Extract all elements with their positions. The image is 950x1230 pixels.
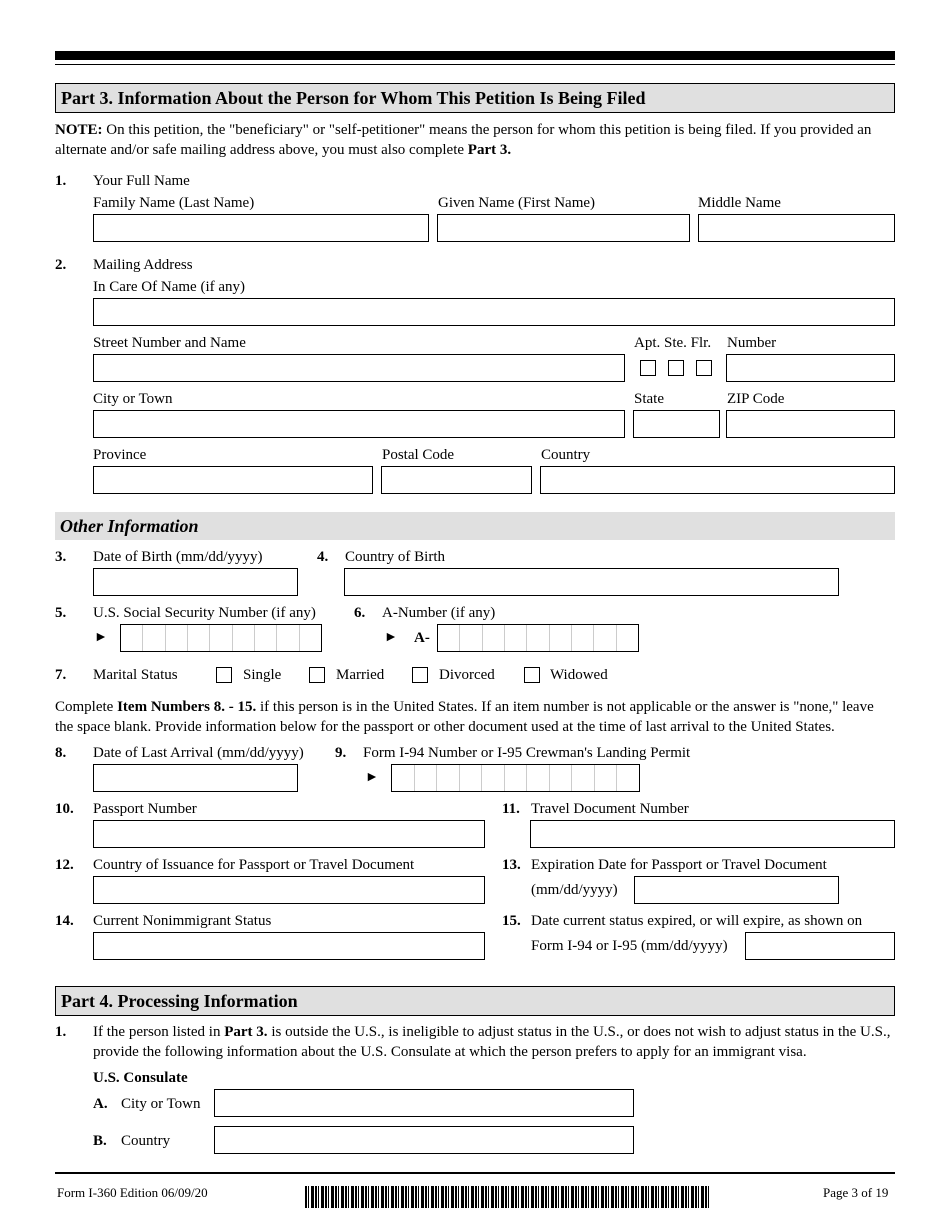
ssn-label: U.S. Social Security Number (if any) <box>93 605 316 621</box>
city-label: City or Town <box>93 391 173 407</box>
postal-code-field[interactable] <box>381 466 532 494</box>
unit-number-label: Number <box>727 335 777 351</box>
marital-divorced-checkbox[interactable] <box>412 667 428 683</box>
country-of-birth-field[interactable] <box>344 568 839 596</box>
item12-number: 12. <box>55 857 74 873</box>
note-text: On this petition, the "beneficiary" or "self-petitioner" means the person for whom this petition is being filed. If you provided an alternate and/or safe mailing address above, you must also complete <box>55 122 872 158</box>
other-information-header: Other Information <box>55 512 895 540</box>
status-expire-field[interactable] <box>745 932 895 960</box>
consulate-a-number: A. <box>93 1096 108 1112</box>
apt-ste-flr-label: Apt. Ste. Flr. <box>634 335 712 351</box>
nonimmigrant-status-field[interactable] <box>93 932 485 960</box>
province-field[interactable] <box>93 466 373 494</box>
country-of-birth-label: Country of Birth <box>345 549 445 565</box>
part4-item1-bold: Part 3. <box>224 1024 268 1040</box>
barcode <box>305 1186 711 1208</box>
item9-number: 9. <box>335 745 347 761</box>
family-name-field[interactable] <box>93 214 429 242</box>
item14-number: 14. <box>55 913 74 929</box>
nonimmigrant-status-label: Current Nonimmigrant Status <box>93 913 272 929</box>
part3-note <box>55 120 895 160</box>
city-field[interactable] <box>93 410 625 438</box>
item2-number: 2. <box>55 257 67 273</box>
note-bold-end: Part 3. <box>467 142 512 158</box>
item6-number: 6. <box>354 605 366 621</box>
i94-label: Form I-94 Number or I-95 Crewman's Landing Permit <box>363 745 691 761</box>
consulate-country-field[interactable] <box>214 1126 634 1154</box>
status-expire-label-2: Form I-94 or I-95 (mm/dd/yyyy) <box>531 938 728 954</box>
item2-label: Mailing Address <box>93 257 193 273</box>
marital-married-checkbox[interactable] <box>309 667 325 683</box>
marital-widowed-checkbox[interactable] <box>524 667 540 683</box>
state-label: State <box>634 391 664 407</box>
footer-page-number: Page 3 of 19 <box>823 1185 889 1200</box>
expiration-date-field[interactable] <box>634 876 839 904</box>
marital-single-label: Single <box>243 667 282 683</box>
a-number-prefix: A- <box>414 630 430 646</box>
item15-number: 15. <box>502 913 521 929</box>
postal-code-label: Postal Code <box>382 447 455 463</box>
flr-checkbox[interactable] <box>696 360 712 376</box>
item1-label: Your Full Name <box>93 173 190 189</box>
country-of-issuance-field[interactable] <box>93 876 485 904</box>
last-arrival-label: Date of Last Arrival (mm/dd/yyyy) <box>93 745 304 761</box>
i94-field[interactable] <box>391 764 640 792</box>
province-label: Province <box>93 447 147 463</box>
item5-number: 5. <box>55 605 67 621</box>
item8-number: 8. <box>55 745 67 761</box>
marital-widowed-label: Widowed <box>550 667 608 683</box>
footer-form-edition: Form I-360 Edition 06/09/20 <box>57 1185 208 1200</box>
dob-label: Date of Birth (mm/dd/yyyy) <box>93 549 263 565</box>
last-arrival-field[interactable] <box>93 764 298 792</box>
marital-married-label: Married <box>336 667 385 683</box>
middle-name-field[interactable] <box>698 214 895 242</box>
travel-document-field[interactable] <box>530 820 895 848</box>
part4-item1-text <box>93 1022 895 1062</box>
top-thin-rule <box>55 64 895 65</box>
complete-pre: Complete <box>55 699 118 715</box>
zip-label: ZIP Code <box>727 391 785 407</box>
item11-number: 11. <box>502 801 520 817</box>
a-number-arrow-icon: ► <box>384 630 398 645</box>
a-number-label: A-Number (if any) <box>382 605 496 621</box>
country-label: Country <box>541 447 591 463</box>
item3-number: 3. <box>55 549 67 565</box>
a-number-field[interactable] <box>437 624 639 652</box>
ssn-arrow-icon: ► <box>94 630 108 645</box>
part3-header: Part 3. Information About the Person for Whom This Petition Is Being Filed <box>55 83 895 113</box>
footer-rule <box>55 1172 895 1174</box>
complete-bold: Item Numbers 8. - 15. <box>117 699 257 715</box>
ssn-field[interactable] <box>120 624 322 652</box>
part4-item1-number: 1. <box>55 1024 67 1040</box>
note-label: NOTE: <box>55 122 103 138</box>
status-expire-label: Date current status expired, or will expire, as shown on <box>531 913 863 929</box>
item4-number: 4. <box>317 549 329 565</box>
top-thick-rule <box>55 51 895 60</box>
ste-checkbox[interactable] <box>668 360 684 376</box>
consulate-heading: U.S. Consulate <box>93 1070 188 1086</box>
consulate-city-field[interactable] <box>214 1089 634 1117</box>
country-of-issuance-label: Country of Issuance for Passport or Travel Document <box>93 857 415 873</box>
complete-instructions <box>55 697 895 737</box>
item13-number: 13. <box>502 857 521 873</box>
marital-status-label: Marital Status <box>93 667 178 683</box>
part4-item1-rest: is outside the U.S., is ineligible to adjust status in the U.S., or does not wish to adjust status in the U.S., provide the following information about the U.S. Consulate at which the person prefers to apply for an immigrant visa. <box>93 1024 891 1060</box>
middle-name-label: Middle Name <box>698 195 781 211</box>
passport-number-field[interactable] <box>93 820 485 848</box>
street-label: Street Number and Name <box>93 335 246 351</box>
apt-checkbox[interactable] <box>640 360 656 376</box>
care-of-field[interactable] <box>93 298 895 326</box>
family-name-label: Family Name (Last Name) <box>93 195 255 211</box>
passport-number-label: Passport Number <box>93 801 197 817</box>
marital-divorced-label: Divorced <box>439 667 495 683</box>
complete-text: if this person is in the United States. If an item number is not applicable or the answer is "none," leave the space blank. Provide information below for the passport or other document used at the time of last arrival to the United States. <box>55 699 874 735</box>
consulate-b-number: B. <box>93 1133 107 1149</box>
zip-field[interactable] <box>726 410 895 438</box>
part4-header: Part 4. Processing Information <box>55 986 895 1016</box>
consulate-country-label: Country <box>121 1133 171 1149</box>
expiration-date-format: (mm/dd/yyyy) <box>531 882 618 898</box>
care-of-label: In Care Of Name (if any) <box>93 279 246 295</box>
part4-item1-pre: If the person listed in <box>93 1024 225 1040</box>
street-field[interactable] <box>93 354 625 382</box>
given-name-field[interactable] <box>437 214 690 242</box>
travel-document-label: Travel Document Number <box>531 801 689 817</box>
country-field[interactable] <box>540 466 895 494</box>
dob-field[interactable] <box>93 568 298 596</box>
marital-single-checkbox[interactable] <box>216 667 232 683</box>
item7-number: 7. <box>55 667 67 683</box>
consulate-city-label: City or Town <box>121 1096 201 1112</box>
expiration-date-label: Expiration Date for Passport or Travel Document <box>531 857 827 873</box>
item1-number: 1. <box>55 173 67 189</box>
item10-number: 10. <box>55 801 74 817</box>
i94-arrow-icon: ► <box>365 770 379 785</box>
state-select[interactable] <box>633 410 720 438</box>
given-name-label: Given Name (First Name) <box>438 195 596 211</box>
unit-number-field[interactable] <box>726 354 895 382</box>
